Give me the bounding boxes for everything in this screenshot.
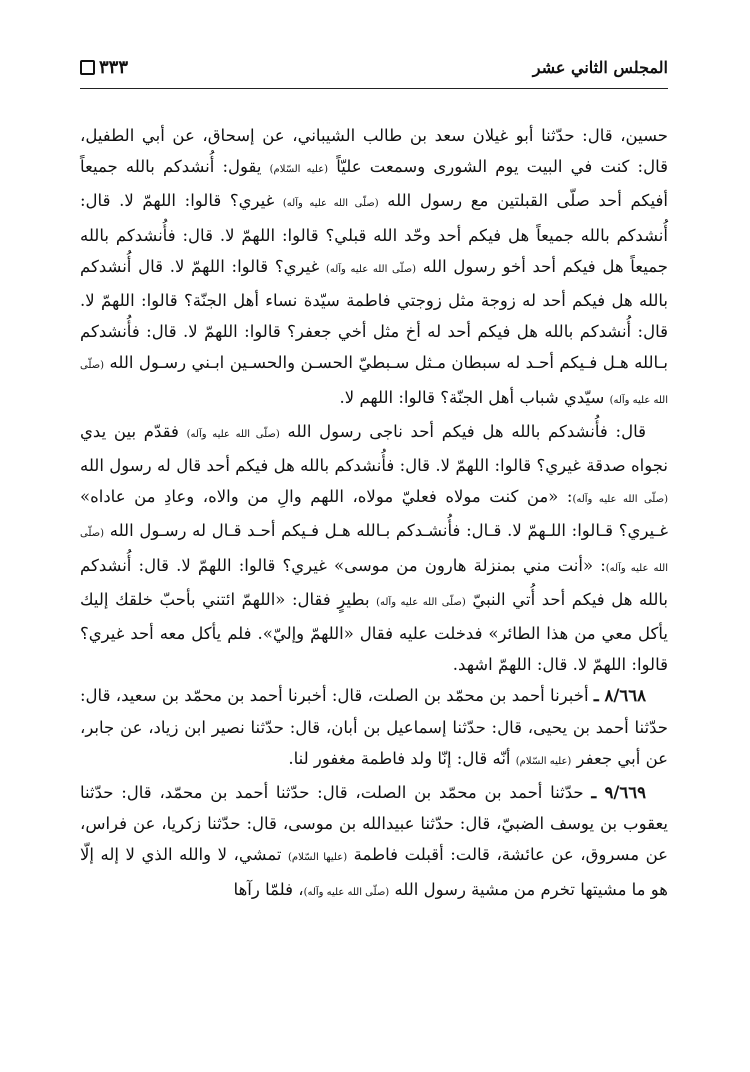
hadith-number: ٩/٦٦٩ ـ [591,783,646,803]
text-run: بطيرٍ فقال: «اللهمّ ائتني بأحبّ خلقك إليك يأكل معي من هذا الطائر» فدخلت عليه فقال «اللهمّ وإليّ». فلم يأكل معه أحد غيري؟ قالوا: اللهمّ لا. قال: اللهمّ اشهد. [80,589,668,675]
text-run: غيري؟ قالوا: اللهمّ لا. قال أُنشدكم بالله هل فيكم أحد له زوجة مثل زوجتي فاطمة سيّدة نساء أهل الجنّة؟ قالوا: اللهمّ لا. قال: أُنشدكم بالله هل فيكم أحد له أخ مثل أخي جعفر؟ قالوا: اللهمّ لا. قال: فأُنشدكم بـالله هـل فـيكم أحـد له سبطان مـثل سـبطيّ الحسـن والحسـين ابـني رسـول الله [80,256,668,373]
text-run: فقدّم بين يدي نجواه صدقة غيري؟ قالوا: اللهمّ لا. قال: فأُنشدكم بالله هل فيكم أحد قال له رسول الله [80,421,668,476]
text-run: : «من كنت مولاه فعليّ مولاه، اللهم والِ من والاه، وعادِ من عاداه» غـيري؟ قـالوا: اللـهمّ لا. قـال: فأُنشـدكم بـالله هـل فـيكم أحـد قـال له رسـول الله [80,487,668,541]
page-number-block [80,57,128,78]
text-run: أخبرنا أحمد بن محمّد بن الصلت، قال: أخبرنا أحمد بن محمّد بن سعيد، قال: حدّثنا أحمد بن يحيى، قال: حدّثنا إسماعيل بن أبان، قال: حدّثنا نصير ابن زياد، عن جابر، عن أبي جعفر [80,686,668,768]
paragraph [80,680,668,777]
page-marker-icon [80,60,95,75]
text-run: حدّثنا أحمد بن محمّد بن الصلت، قال: حدّثنا أحمد بن محمّد، قال: حدّثنا يعقوب بن يوسف الضبيّ، قال: حدّثنا عبيدالله بن موسى، قال: حدّثنا زكريا، عن فراس، عن مسروق، عن عائشة، قالت: أقبلت فاطمة [80,783,668,865]
honorific: (صلّى الله عليه وآله) [376,596,466,608]
document-body [80,120,668,908]
paragraph [80,777,668,908]
text-run: قال: فأُنشدكم بالله هل فيكم أحد ناجى رسول الله [279,421,646,441]
paragraph [80,416,668,681]
text-run: يقول: أُنشدكم بالله جميعاً أفيكم أحد صلّى القبلتين مع رسول الله [80,157,668,211]
honorific: (عليها السّلام) [287,852,348,864]
honorific: (صلّى الله عليه وآله) [282,198,379,210]
page-header [80,52,668,89]
honorific: (صلّى الله عليه وآله) [572,494,668,506]
paragraph [80,120,668,416]
text-run: سيّدي شباب أهل الجنّة؟ قالوا: اللهم لا. [339,387,610,407]
text-run: حسين، قال: حدّثنا أبو غيلان سعد بن طالب الشيباني، عن إسحاق، عن أبي الطفيل، قال: كنت في البيت يوم الشورى وسمعت عليّاً [80,126,669,177]
honorific: (صلّى الله عليه وآله) [325,263,417,275]
text-run: أنّه قال: إنّا ولد فاطمة مغفور لنا. [288,748,516,768]
running-head: المجلس الثاني عشر [532,57,668,77]
text-run: غيري؟ قالوا: اللهمّ لا. قال: أُنشدكم بالله جميعاً هل فيكم أحد وحّد الله قبلي؟ قالوا: اللهمّ لا. قال: فأُنشدكم بالله جميعاً هل فيكم أحد أخو رسول الله [80,191,668,276]
text-run: ، فلمّا رآها [233,879,304,899]
text-run: : «أنت مني بمنزلة هارون من موسى» غيري؟ قالوا: اللهمّ لا. قال: أُنشدكم بالله هل فيكم أحد أُتي النبيّ [80,555,668,609]
text-run: تمشي، لا والله الذي لا إله إلّا هو ما مشيتها تخرم من مشية رسول الله [80,845,668,899]
honorific: (صلّى الله عليه وآله) [186,428,280,440]
hadith-number: ٨/٦٦٨ ـ [593,686,646,706]
honorific: (صلّى الله عليه وآله) [303,886,390,898]
honorific: (صلّى الله عليه وآله) [80,360,668,406]
page-number: ٣٣٣ [99,56,129,78]
honorific: (صلّى الله عليه وآله) [80,528,668,574]
honorific: (عليه السّلام) [515,755,572,767]
honorific: (عليه السّلام) [269,164,329,176]
